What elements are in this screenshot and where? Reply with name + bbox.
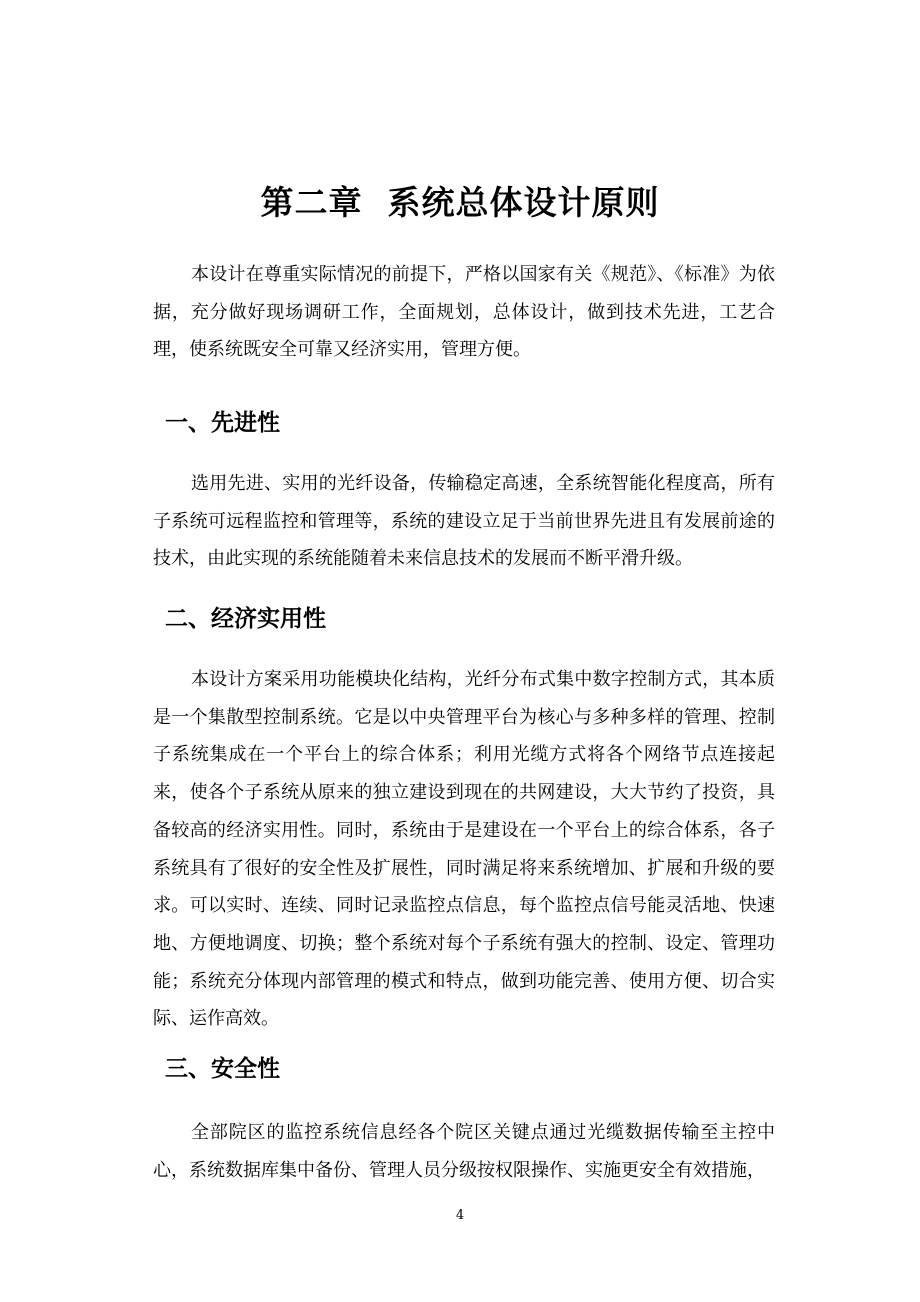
section-heading-economy: 二、经济实用性 (165, 605, 326, 632)
chapter-title: 第二章 系统总体设计原则 (260, 183, 660, 222)
intro-paragraph: 本设计在尊重实际情况的前提下，严格以国家有关《规范》、《标准》为依据，充分做好现场调研工作，全面规划，总体设计，做到技术先进，工艺合理，使系统既安全可靠又经济实用，管理方便。 (153, 264, 775, 361)
section-heading-advanced: 一、先进性 (165, 409, 280, 436)
section-body-advanced: 选用先进、实用的光纤设备，传输稳定高速，全系统智能化程度高，所有子系统可远程监控和管理等，系统的建设立足于当前世界先进且有发展前途的技术，由此实现的系统能随着未来信息技术的发展而不断平滑升级。 (153, 473, 775, 570)
page-number: 4 (455, 1208, 465, 1223)
section-heading-security: 三、安全性 (165, 1055, 280, 1082)
section-body-security: 全部院区的监控系统信息经各个院区关键点通过光缆数据传输至主控中心，系统数据库集中备份、管理人员分级按权限操作、实施更安全有效措施， (153, 1122, 775, 1181)
section-body-economy: 本设计方案采用功能模块化结构，光纤分布式集中数字控制方式，其本质是一个集散型控制系统。它是以中央管理平台为核心与多种多样的管理、控制子系统集成在一个平台上的综合体系；利用光缆方式将各个网络节点连接起来，使各个子系统从原来的独立建设到现在的共网建设，大大节约了投资，具备较高的经济实用性。同时，系统由于是建设在一个平台上的综合体系，各子系统具有了很好的安全性及扩展性，同时满足将来系统增加、扩展和升级的要求。可以实时、连续、同时记录监控点信息，每个监控点信号能灵活地、快速地、方便地调度、切换；整个系统对每个子系统有强大的控制、设定、管理功能；系统充分体现内部管理的模式和特点，做到功能完善、使用方便、切合实际、运作高效。 (153, 669, 775, 1030)
